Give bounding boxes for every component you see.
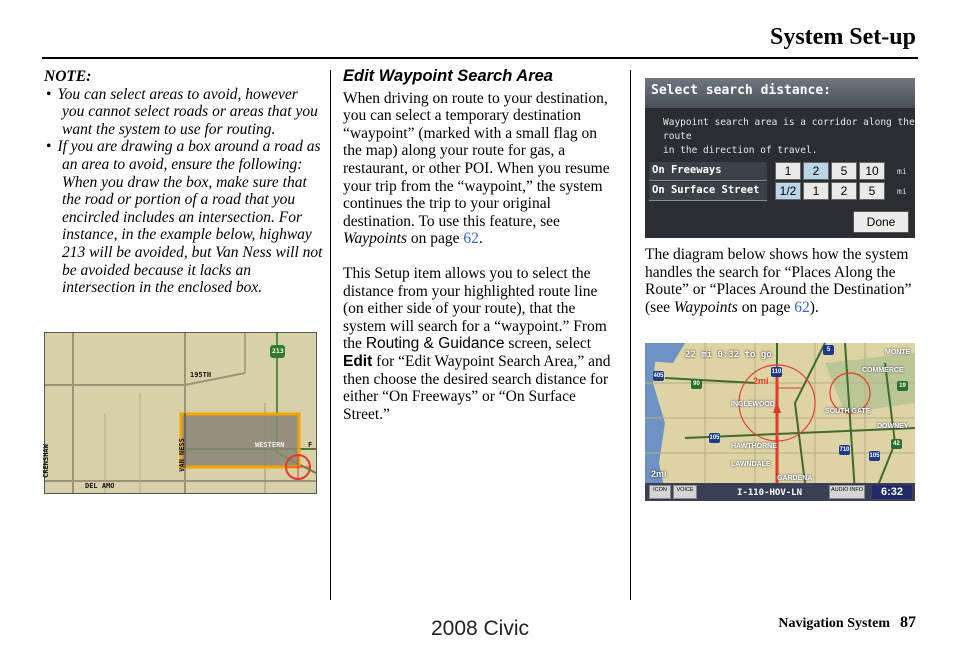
place-label: LAWNDALE [731,461,771,468]
voice-button[interactable]: VOICE [673,485,697,499]
place-label: GARDENA [777,475,813,482]
diagram-explanation [645,246,917,316]
page-title: System Set-up [769,24,916,50]
avoid-area-map [41,332,317,494]
route-shield-icon: 710 [839,447,850,453]
footer-navigation: Navigation System 87 [778,614,916,631]
clock: 6:32 [872,485,912,499]
note-heading: NOTE: [44,68,92,85]
cross-reference: Waypoints [673,298,738,316]
route-shield-icon: 110 [771,369,782,375]
header-rule [42,57,918,59]
section-heading: Edit Waypoint Search Area [343,67,553,85]
done-button[interactable]: Done [853,211,909,233]
body-paragraph: This Setup item allows you to select the distance from your highlighted route line (on either side of your route), that the system will search for a “waypoint.” From the Routing & Guidance screen, select Edit for “Edit Waypoint Search Area,” and then choose the desired search distance for either “On Freeways” or “On Surface Street.” [343,264,611,423]
freeways-option-button[interactable]: 5 [831,162,857,180]
unit-label: mi [897,187,907,196]
place-label: MONTE [885,349,911,356]
street-label: DEL AMO [85,482,115,490]
route-shield-icon: 19 [897,381,908,391]
surface-street-label: On Surface Street [649,182,767,201]
distance-label: 2mi [753,376,769,386]
waypoint-column [343,68,619,440]
route-shield-icon: 105 [709,435,720,441]
surface-option-button[interactable]: 1 [803,182,829,200]
street-label: VAN NESS [177,438,186,472]
column-divider [630,70,631,600]
page-link[interactable]: 62 [794,298,810,316]
icon-button[interactable]: ICON [649,485,671,499]
body-paragraph: When driving on route to your destination, you can select a temporary destination “waypoint” (marked with a small flag on the map) along your route for gas, a restaurant, or other POI. When you resume your trip from the “waypoint,” the system continues the trip to your original destination. To use this feature, see Waypoints on page 62. [343,89,610,248]
search-distance-screen [645,78,915,238]
surface-option-button[interactable]: 5 [859,182,885,200]
route-shield-icon: 5 [823,345,834,355]
route-summary: 22 mi 0:32 to go [685,350,772,360]
column-divider [330,70,331,600]
place-label: INGLEWOOD [731,401,775,408]
place-label: SOUTH GATE [825,408,871,415]
cross-reference: Waypoints [343,230,408,248]
highway-shield-icon: 213 [272,347,284,355]
map-scale: 2mi [651,469,667,479]
surface-option-button[interactable]: 2 [831,182,857,200]
freeways-option-button[interactable]: 1 [775,162,801,180]
route-shield-icon: 105 [869,453,880,459]
freeways-label: On Freeways [649,162,767,181]
note-item: • You can select areas to avoid, however you cannot select roads or areas that you want the system to use for routing. [44,86,324,139]
route-shield-icon: 42 [891,439,902,449]
watermark: 2008 Civic [430,617,530,640]
map-status-bar [645,483,915,501]
audio-info-button[interactable]: AUDIO INFO [829,485,865,499]
route-shield-icon: 405 [653,373,664,379]
button-reference: Edit [343,352,373,370]
note-list [44,86,324,297]
body-paragraph: The diagram below shows how the system handles the search for “Places Along the Route” or “Places Around the Destination” (see Waypoints on page 62). [645,246,912,316]
page-link[interactable]: 62 [463,230,479,248]
navigation-map-screen [645,343,915,501]
screen-name: Routing & Guidance [365,335,505,353]
screen-title: Select search distance: [651,83,832,98]
street-label: 195TH [190,371,212,379]
freeways-option-button[interactable]: 10 [859,162,885,180]
street-label: WESTERN [255,441,285,449]
freeways-option-button[interactable]: 2 [803,162,829,180]
note-item: • If you are drawing a box around a road as an area to avoid, ensure the following: When you draw the box, make sure that the road or portion of a road that you encircled includes an intersection. For instance, in the example below, highway 213 will be avoided, but Van Ness will not be avoided because it lacks an intersection in the enclosed box. [44,138,324,296]
screen-description: Waypoint search area is a corridor along the route in the direction of travel. [663,117,915,156]
current-street: I-110-HOV-LN [737,488,803,498]
street-label: F [308,441,313,449]
street-label: CRENSHAW [41,444,50,478]
place-label: HAWTHORNE [731,443,777,450]
surface-option-button[interactable]: 1/2 [775,182,801,200]
unit-label: mi [897,167,907,176]
note-column [44,68,324,297]
route-shield-icon: 90 [691,379,702,389]
place-label: COMMERCE [862,367,904,374]
place-label: DOWNEY [877,423,909,430]
page-number: 87 [900,614,916,631]
